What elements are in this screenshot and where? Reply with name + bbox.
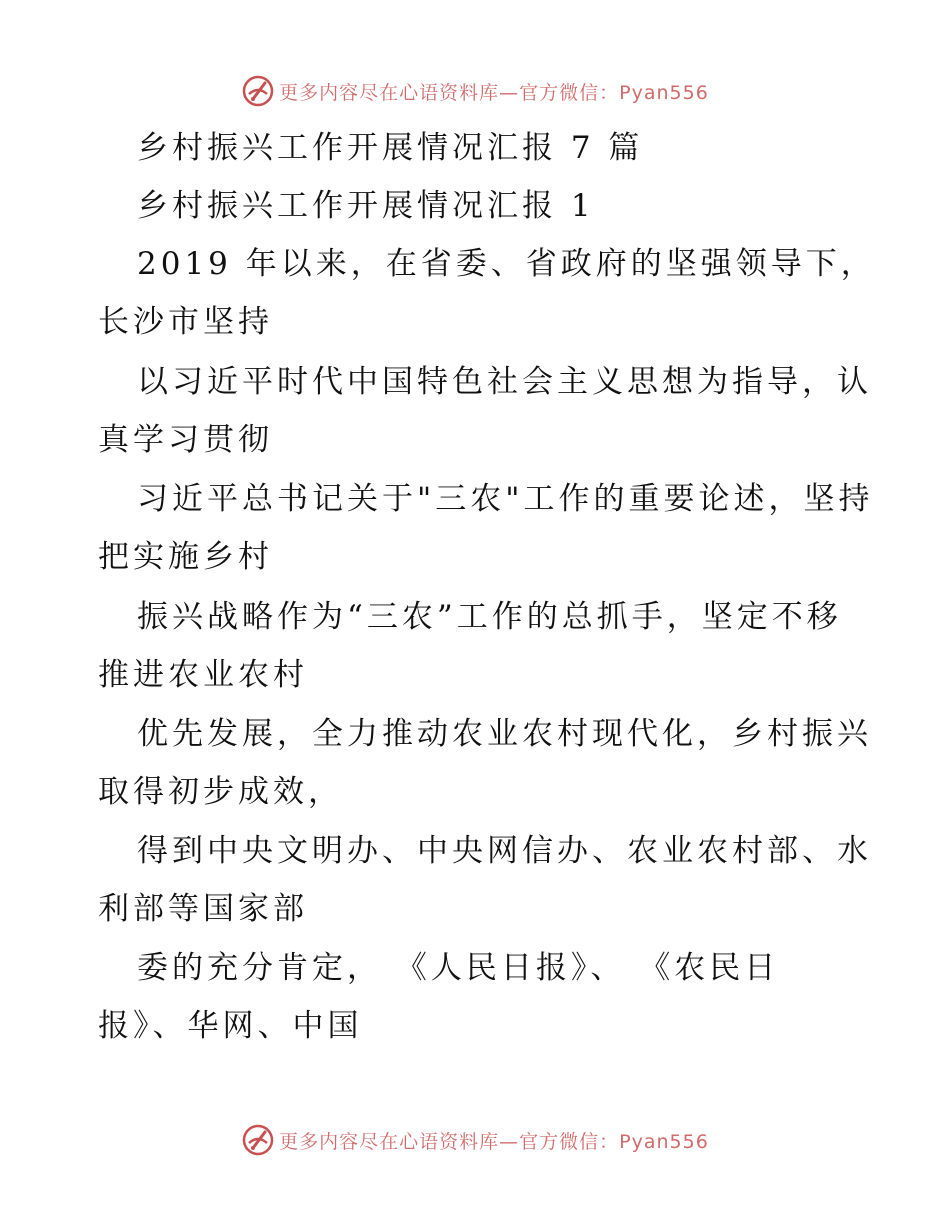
paragraph-line: 长沙市坚持 — [98, 304, 273, 340]
section-heading: 乡村振兴工作开展情况汇报 1 — [137, 188, 595, 224]
paragraph-line: 取得初步成效， — [98, 774, 343, 810]
paragraph-line: 得到中央文明办、中央网信办、农业农村部、水 — [137, 833, 872, 869]
book-pen-logo-icon — [241, 74, 275, 108]
paragraph-line: 利部等国家部 — [98, 891, 308, 927]
paragraph-line: 以习近平时代中国特色社会主义思想为指导，认 — [137, 364, 872, 400]
watermark-footer — [0, 1120, 950, 1160]
paragraph-line: 推进农业农村 — [98, 657, 308, 693]
paragraph-line: 把实施乡村 — [98, 539, 273, 575]
paragraph-line: 委的充分肯定， 《人民日报》、 《农民日 — [137, 950, 780, 986]
paragraph-line: 真学习贯彻 — [98, 422, 273, 458]
watermark-text: 更多内容尽在心语资料库—官方微信：Pyan556 — [279, 1130, 709, 1153]
watermark-text: 更多内容尽在心语资料库—官方微信：Pyan556 — [279, 81, 709, 104]
paragraph-line: 习近平总书记关于"三农"工作的重要论述，坚持 — [137, 481, 874, 517]
paragraph-line: 振兴战略作为“三农”工作的总抓手，坚定不移 — [137, 599, 842, 635]
watermark-header — [0, 71, 950, 111]
book-pen-logo-icon — [241, 1123, 275, 1157]
document-title: 乡村振兴工作开展情况汇报 7 篇 — [137, 130, 644, 166]
paragraph-line: 优先发展，全力推动农业农村现代化，乡村振兴 — [137, 716, 872, 752]
paragraph-line: 报》、华网、中国 — [98, 1008, 363, 1044]
paragraph-line: 2019 年以来，在省委、省政府的坚强领导下， — [137, 246, 876, 282]
